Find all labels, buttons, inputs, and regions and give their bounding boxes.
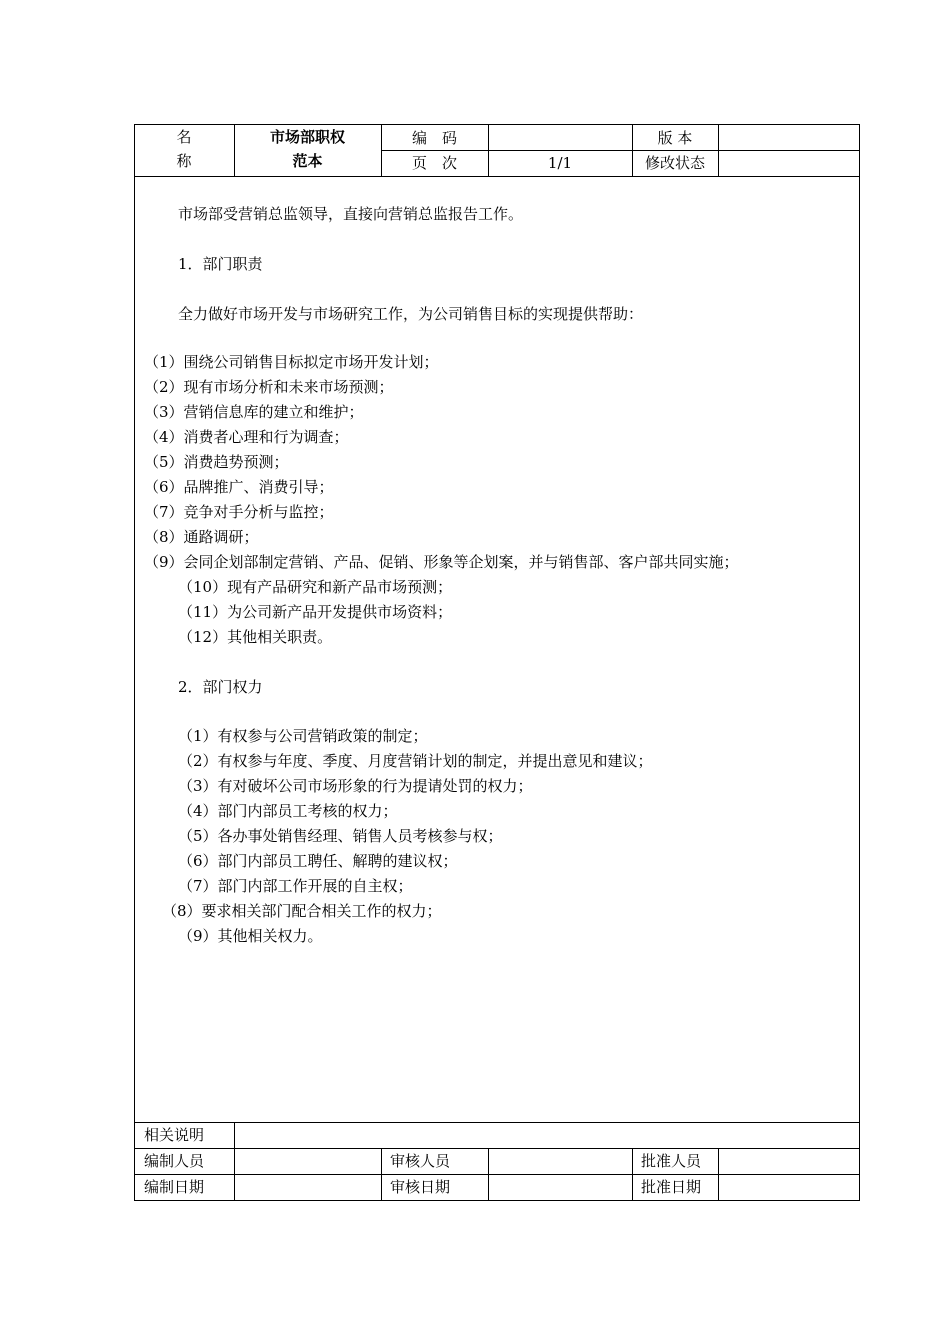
power-item: （6）部门内部员工聘任、解聘的建议权；: [178, 852, 458, 870]
power-item: （7）部门内部工作开展的自主权；: [178, 877, 413, 895]
footer-col-divider-5: [718, 1148, 719, 1200]
duty-item: （8）通路调研；: [144, 528, 259, 546]
header-bottom-border: [134, 176, 860, 177]
footer-col-divider-2: [381, 1148, 382, 1200]
header-row-divider: [381, 150, 860, 151]
approved-by-label: 批准人员: [641, 1152, 702, 1170]
document-frame: [134, 124, 860, 1201]
duty-item: （5）消费趋势预测；: [144, 453, 289, 471]
footer-top-border: [134, 1122, 860, 1123]
name-label-line-2: 称: [176, 152, 192, 170]
prepared-by-label: 编制人员: [144, 1152, 205, 1170]
duty-item: （10）现有产品研究和新产品市场预测；: [178, 578, 453, 596]
duty-item: （2）现有市场分析和未来市场预测；: [144, 378, 394, 396]
notes-label: 相关说明: [144, 1126, 205, 1144]
duty-item: （1）围绕公司销售目标拟定市场开发计划；: [144, 353, 439, 371]
footer-row-divider-1: [134, 1148, 860, 1149]
revision-label: 修改状态: [644, 154, 705, 172]
intro-paragraph: 市场部受营销总监领导，直接向营销总监报告工作。: [178, 205, 524, 223]
duty-item: （12）其他相关职责。: [178, 628, 333, 646]
name-label-line-1: 名: [176, 128, 192, 146]
power-item: （2）有权参与年度、季度、月度营销计划的制定，并提出意见和建议；: [178, 752, 653, 770]
page-label: 页 次: [411, 154, 457, 172]
power-item: （5）各办事处销售经理、销售人员考核参与权；: [178, 827, 503, 845]
reviewed-date-label: 审核日期: [390, 1178, 451, 1196]
document-title-line-1: 市场部职权: [269, 128, 345, 146]
duty-item: （11）为公司新产品开发提供市场资料；: [178, 603, 453, 621]
section1-title: 1．部门职责: [178, 255, 263, 273]
duty-item: （9）会同企划部制定营销、产品、促销、形象等企划案，并与销售部、客户部共同实施；: [144, 553, 739, 571]
header-col-divider-5: [718, 124, 719, 176]
footer-col-divider-3: [488, 1148, 489, 1200]
footer-col-divider-4: [632, 1148, 633, 1200]
code-label: 编 码: [411, 129, 457, 147]
section2-title: 2．部门权力: [178, 678, 263, 696]
duty-item: （3）营销信息库的建立和维护；: [144, 403, 364, 421]
document-title: [234, 126, 381, 172]
prepared-date-label: 编制日期: [144, 1178, 205, 1196]
document-title-line-2: 范本: [292, 152, 323, 170]
footer-col-divider-1: [234, 1122, 235, 1200]
power-item: （4）部门内部员工考核的权力；: [178, 802, 398, 820]
reviewed-by-label: 审核人员: [390, 1152, 451, 1170]
power-item: （3）有对破坏公司市场形象的行为提请处罚的权力；: [178, 777, 533, 795]
duty-item: （7）竞争对手分析与监控；: [144, 503, 334, 521]
version-label: 版 本: [657, 129, 693, 147]
section1-lead: 全力做好市场开发与市场研究工作，为公司销售目标的实现提供帮助：: [178, 305, 644, 323]
name-label: [134, 126, 234, 172]
duty-item: （4）消费者心理和行为调查；: [144, 428, 349, 446]
approved-date-label: 批准日期: [641, 1178, 702, 1196]
footer-row-divider-2: [134, 1174, 860, 1175]
power-item: （9）其他相关权力。: [178, 927, 323, 945]
power-item: （1）有权参与公司营销政策的制定；: [178, 727, 428, 745]
power-item: （8）要求相关部门配合相关工作的权力；: [162, 902, 442, 920]
duty-item: （6）品牌推广、消费引导；: [144, 478, 334, 496]
page-value: 1/1: [547, 154, 573, 172]
